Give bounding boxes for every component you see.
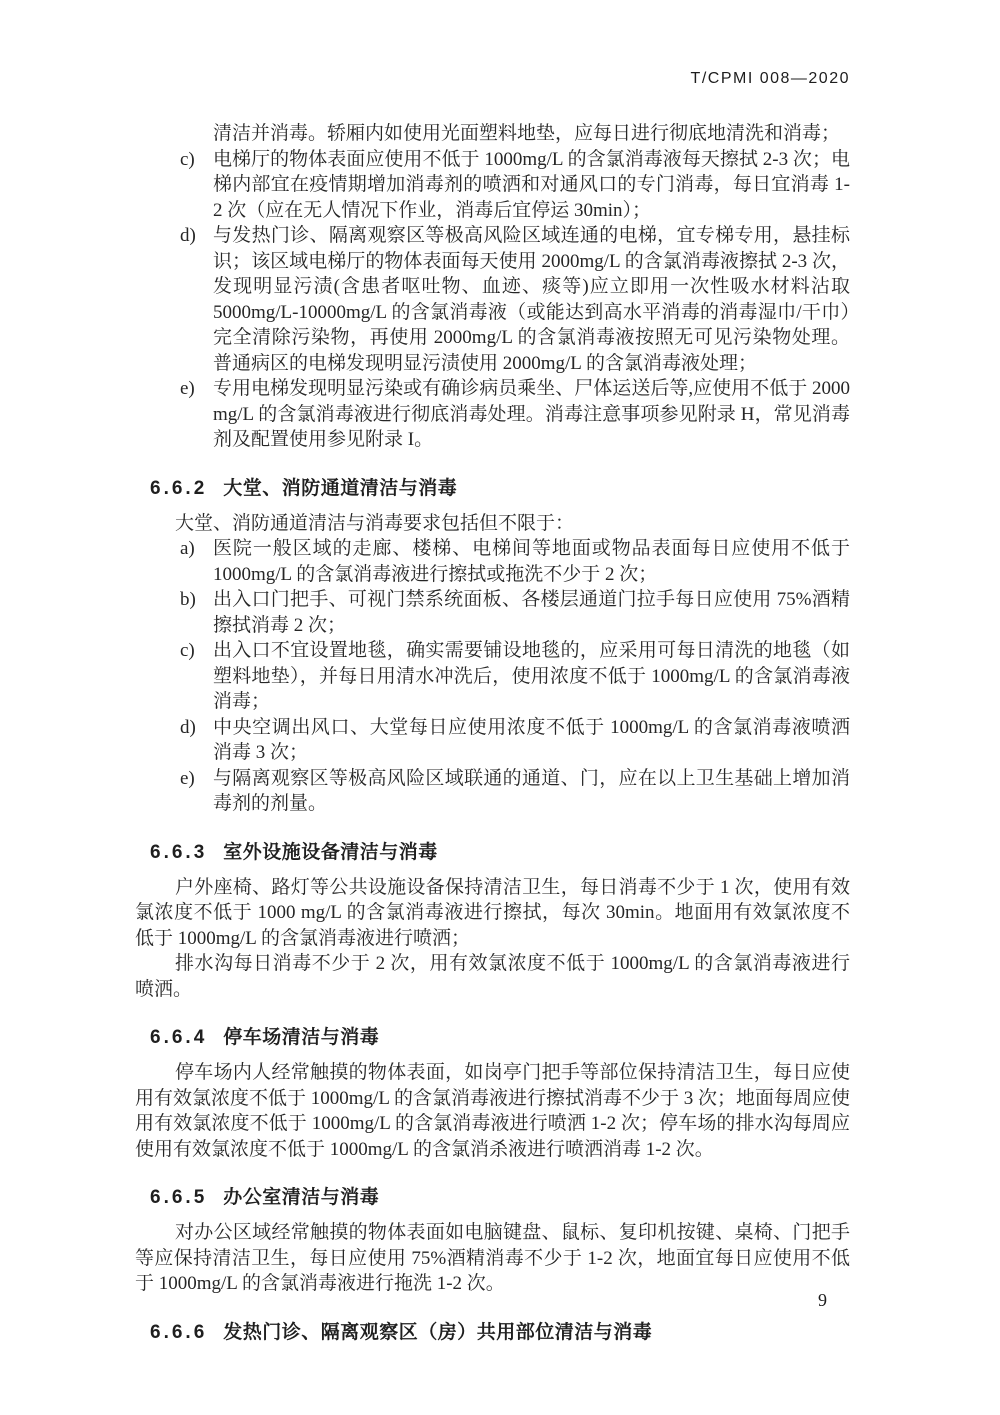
document-body (135, 121, 850, 1355)
section-title: 停车场清洁与消毒 (223, 1027, 380, 1048)
section-number: 6.6.3 (150, 841, 208, 863)
list-item-text: 与发热门诊、隔离观察区等极高风险区域连通的电梯，宜专梯专用，悬挂标识；该区域电梯厅的物体表面每天使用 2000mg/L 的含氯消毒液擦拭 2-3 次，发现明显污渍(含患者呕吐物、血迹、痰等)应立即用一次性吸水材料沾取 5000mg/L-10000mg/L 的含氯消毒液（或能达到高水平消毒的消毒湿巾/干巾）完全清除污染物，再使用 2000mg/L 的含氯消毒液按照无可见污染物处理。普通病区的电梯发现明显污渍使用 2000mg/L 的含氯消毒液处理； (213, 225, 850, 374)
section-heading-6.6.2 (135, 476, 850, 502)
list-item (135, 536, 850, 587)
section-title: 室外设施设备清洁与消毒 (223, 841, 438, 863)
list-item-text: 中央空调出风口、大堂每日应使用浓度不低于 1000mg/L 的含氯消毒液喷洒消毒 3 次； (213, 716, 850, 763)
section-heading-6.6.3 (135, 840, 850, 866)
section-heading-6.6.4 (135, 1025, 850, 1051)
list-item-marker: d) (180, 225, 196, 246)
list-item (135, 147, 850, 224)
body-paragraph: 停车场内人经常触摸的物体表面，如岗亭门把手等部位保持清洁卫生，每日应使用有效氯浓度不低于 1000mg/L 的含氯消毒液进行擦拭消毒不少于 3 次；地面每周应使用有效氯浓度不低于 1000mg/L 的含氯消毒液进行喷洒 1-2 次；停车场的排水沟每周应使用有效氯浓度不低于 1000mg/L 的含氯消杀液进行喷洒消毒 1-2 次。 (135, 1062, 850, 1160)
section-title: 大堂、消防通道清洁与消毒 (223, 477, 458, 499)
standard-code-header: T/CPMI 008—2020 (690, 70, 850, 87)
list-item-marker: a) (180, 538, 195, 559)
section-heading-6.6.6 (135, 1320, 850, 1346)
list-item-text: 与隔离观察区等极高风险区域联通的通道、门，应在以上卫生基础上增加消毒剂的剂量。 (213, 767, 850, 814)
list-item-marker: e) (180, 767, 195, 789)
list-item-marker: e) (180, 378, 195, 399)
page-number: 9 (818, 1290, 827, 1310)
body-paragraph: 大堂、消防通道清洁与消毒要求包括但不限于： (175, 512, 575, 534)
list-item-text: 出入口门把手、可视门禁系统面板、各楼层通道门拉手每日应使用 75%酒精擦拭消毒 2 次； (213, 589, 850, 636)
list-item-text: 电梯厅的物体表面应使用不低于 1000mg/L 的含氯消毒液每天擦拭 2-3 次；电梯内部宜在疫情期增加消毒剂的喷洒和对通风口的专门消毒，每日宜消毒 1-2 次（应在无人情况下作业，消毒后宜停运 30min）； (213, 148, 850, 221)
list-item-marker: c) (180, 148, 195, 170)
section-number: 6.6.5 (150, 1187, 208, 1208)
list-item-marker: b) (180, 589, 196, 610)
list-item (135, 766, 850, 817)
list-item (135, 715, 850, 766)
body-paragraph: 排水沟每日消毒不少于 2 次，用有效氯浓度不低于 1000mg/L 的含氯消毒液进行喷洒。 (135, 953, 850, 1000)
list-item-continuation: 清洁并消毒。轿厢内如使用光面塑料地垫，应每日进行彻底地清洗和消毒； (213, 123, 841, 144)
list-item (135, 587, 850, 638)
list-item (135, 376, 850, 453)
section-title: 办公室清洁与消毒 (223, 1187, 380, 1208)
list-item (135, 223, 850, 376)
list-item-text: 出入口不宜设置地毯，确实需要铺设地毯的，应采用可每日清洗的地毯（如塑料地垫），并每日用清水冲洗后，使用浓度不低于 1000mg/L 的含氯消毒液消毒； (213, 640, 850, 712)
list-item (135, 638, 850, 715)
body-paragraph: 户外座椅、路灯等公共设施设备保持清洁卫生，每日消毒不少于 1 次，使用有效氯浓度不低于 1000 mg/L 的含氯消毒液进行擦拭，每次 30min。地面用有效氯浓度不低于 1000mg/L 的含氯消毒液进行喷洒； (135, 876, 850, 949)
list-item-text: 医院一般区域的走廊、楼梯、电梯间等地面或物品表面每日应使用不低于 1000mg/L 的含氯消毒液进行擦拭或拖洗不少于 2 次； (213, 538, 850, 585)
section-title: 发热门诊、隔离观察区（房）共用部位清洁与消毒 (223, 1321, 653, 1343)
list-item-marker: c) (180, 640, 195, 661)
list-item-marker: d) (180, 716, 196, 738)
section-heading-6.6.5 (135, 1185, 850, 1211)
section-number: 6.6.2 (150, 477, 208, 499)
body-paragraph: 对办公区域经常触摸的物体表面如电脑键盘、鼠标、复印机按键、桌椅、门把手等应保持清洁卫生，每日应使用 75%酒精消毒不少于 1-2 次，地面宜每日应使用不低于 1000mg/L 的含氯消毒液进行拖洗 1-2 次。 (135, 1222, 850, 1294)
section-number: 6.6.6 (150, 1321, 208, 1343)
section-number: 6.6.4 (150, 1027, 208, 1048)
list-item-text: 专用电梯发现明显污染或有确诊病员乘坐、尸体运送后等,应使用不低于 2000 mg/L 的含氯消毒液进行彻底消毒处理。消毒注意事项参见附录 H，常见消毒剂及配置使用参见附录 I。 (213, 378, 850, 450)
